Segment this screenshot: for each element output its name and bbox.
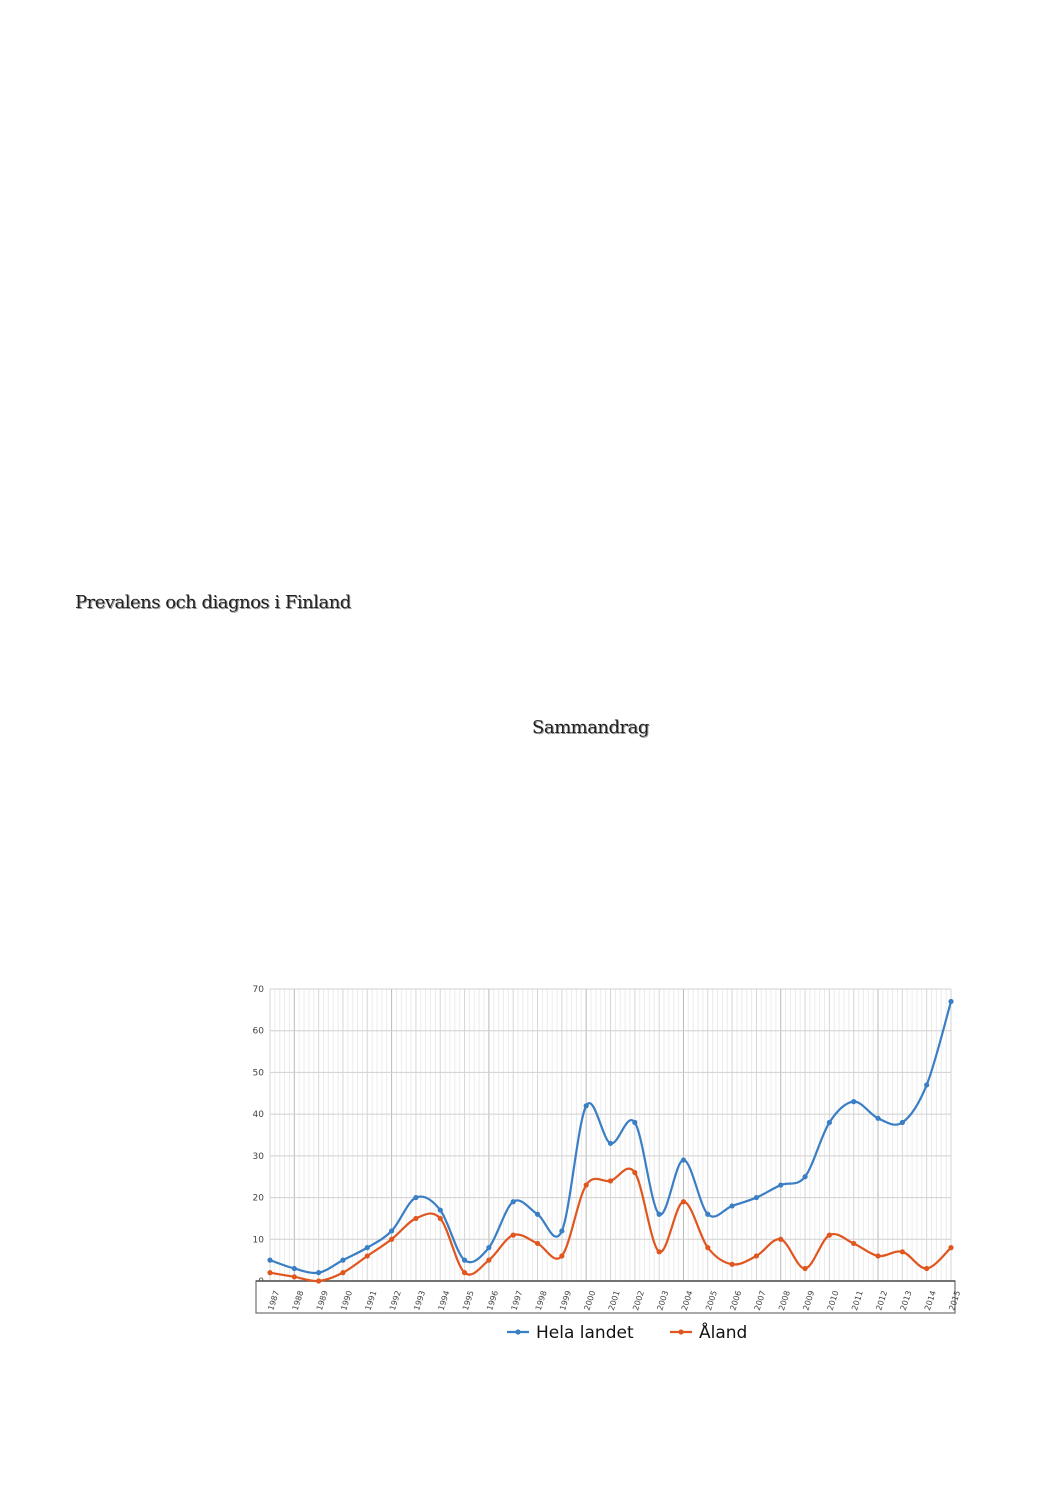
x-tick-label: 2005	[704, 1289, 719, 1312]
y-tick-label: 40	[252, 1110, 264, 1121]
y-tick-label: 60	[252, 1026, 264, 1037]
data-point	[584, 1182, 589, 1187]
data-point	[486, 1245, 491, 1250]
x-tick-label: 2006	[728, 1289, 744, 1312]
data-point	[802, 1266, 807, 1271]
x-tick-label: 2010	[825, 1289, 841, 1312]
data-point	[681, 1157, 686, 1162]
x-tick-label: 2004	[679, 1289, 695, 1312]
x-tick-label: 2011	[850, 1289, 865, 1312]
data-point	[267, 1258, 272, 1263]
data-point	[413, 1216, 418, 1221]
x-tick-label: 2007	[752, 1289, 768, 1312]
data-point	[802, 1174, 807, 1179]
data-point	[608, 1141, 613, 1146]
legend-label: Åland	[699, 1323, 748, 1343]
x-tick-label: 1991	[363, 1289, 379, 1312]
y-tick-label: 30	[252, 1151, 264, 1162]
legend-item	[507, 1323, 634, 1343]
data-point	[535, 1212, 540, 1217]
x-tick-label: 1999	[558, 1289, 574, 1312]
data-point	[316, 1278, 321, 1283]
x-tick-label: 1993	[412, 1289, 428, 1312]
data-point	[511, 1233, 516, 1238]
data-point	[559, 1228, 564, 1233]
y-tick-label: 50	[252, 1068, 264, 1079]
data-point	[900, 1120, 905, 1125]
x-tick-label: 2009	[801, 1289, 817, 1312]
data-point	[730, 1262, 735, 1267]
x-tick-label: 1997	[509, 1289, 525, 1312]
data-point	[413, 1195, 418, 1200]
data-point	[340, 1258, 345, 1263]
line-chart	[245, 975, 965, 1355]
chart-canvas	[245, 975, 965, 1355]
x-tick-label: 1989	[314, 1289, 330, 1312]
x-tick-label: 1987	[266, 1289, 282, 1312]
y-axis-ticks	[253, 985, 265, 1287]
data-point	[292, 1266, 297, 1271]
data-point	[948, 999, 953, 1004]
data-point	[559, 1253, 564, 1258]
data-point	[316, 1270, 321, 1275]
y-tick-label: 10	[252, 1235, 264, 1246]
x-tick-label: 1996	[485, 1289, 501, 1312]
x-tick-label: 1990	[339, 1289, 355, 1312]
grid	[270, 989, 951, 1281]
data-point	[754, 1195, 759, 1200]
data-point	[389, 1237, 394, 1242]
data-point	[438, 1207, 443, 1212]
y-tick-label: 20	[252, 1193, 264, 1204]
x-tick-label: 2013	[898, 1289, 914, 1312]
data-point	[681, 1199, 686, 1204]
summary-heading: Sammandrag	[532, 717, 649, 738]
data-point	[851, 1099, 856, 1104]
data-point	[632, 1120, 637, 1125]
x-axis-ticks	[266, 1289, 962, 1311]
data-point	[389, 1228, 394, 1233]
data-point	[462, 1270, 467, 1275]
data-point	[827, 1120, 832, 1125]
data-point	[875, 1116, 880, 1121]
data-point	[462, 1258, 467, 1263]
x-tick-label: 2003	[655, 1289, 671, 1312]
x-tick-label: 1994	[436, 1289, 452, 1312]
x-tick-label: 2015	[947, 1289, 963, 1312]
data-point	[657, 1249, 662, 1254]
x-tick-label: 1992	[387, 1289, 403, 1312]
legend-marker	[515, 1329, 520, 1334]
data-point	[705, 1212, 710, 1217]
data-point	[948, 1245, 953, 1250]
x-tick-label: 2012	[874, 1289, 890, 1312]
x-tick-label: 1995	[460, 1289, 476, 1312]
data-point	[486, 1258, 491, 1263]
x-tick-label: 2014	[923, 1289, 938, 1312]
data-point	[438, 1216, 443, 1221]
data-point	[875, 1253, 880, 1258]
legend-label: Hela landet	[536, 1323, 634, 1343]
legend	[507, 1321, 747, 1343]
data-point	[632, 1170, 637, 1175]
data-point	[851, 1241, 856, 1246]
x-tick-label: 2002	[631, 1289, 647, 1312]
data-point	[267, 1270, 272, 1275]
data-point	[535, 1241, 540, 1246]
data-point	[924, 1082, 929, 1087]
data-point	[730, 1203, 735, 1208]
section-heading: Prevalens och diagnos i Finland	[75, 592, 351, 613]
data-point	[511, 1199, 516, 1204]
y-tick-label: 70	[252, 985, 264, 995]
data-point	[754, 1253, 759, 1258]
data-point	[584, 1103, 589, 1108]
data-point	[340, 1270, 345, 1275]
x-tick-label: 1988	[290, 1289, 306, 1312]
data-point	[778, 1182, 783, 1187]
x-tick-label: 2001	[606, 1289, 622, 1312]
data-point	[924, 1266, 929, 1271]
data-point	[365, 1245, 370, 1250]
data-point	[705, 1245, 710, 1250]
data-point	[365, 1253, 370, 1258]
data-point	[778, 1237, 783, 1242]
x-tick-label: 2008	[777, 1289, 792, 1312]
legend-item	[670, 1321, 747, 1343]
data-point	[900, 1249, 905, 1254]
data-point	[827, 1233, 832, 1238]
data-point	[657, 1212, 662, 1217]
legend-marker	[678, 1329, 683, 1334]
data-point	[608, 1178, 613, 1183]
data-point	[292, 1274, 297, 1279]
x-tick-label: 2000	[582, 1289, 598, 1312]
x-tick-label: 1998	[533, 1289, 549, 1312]
